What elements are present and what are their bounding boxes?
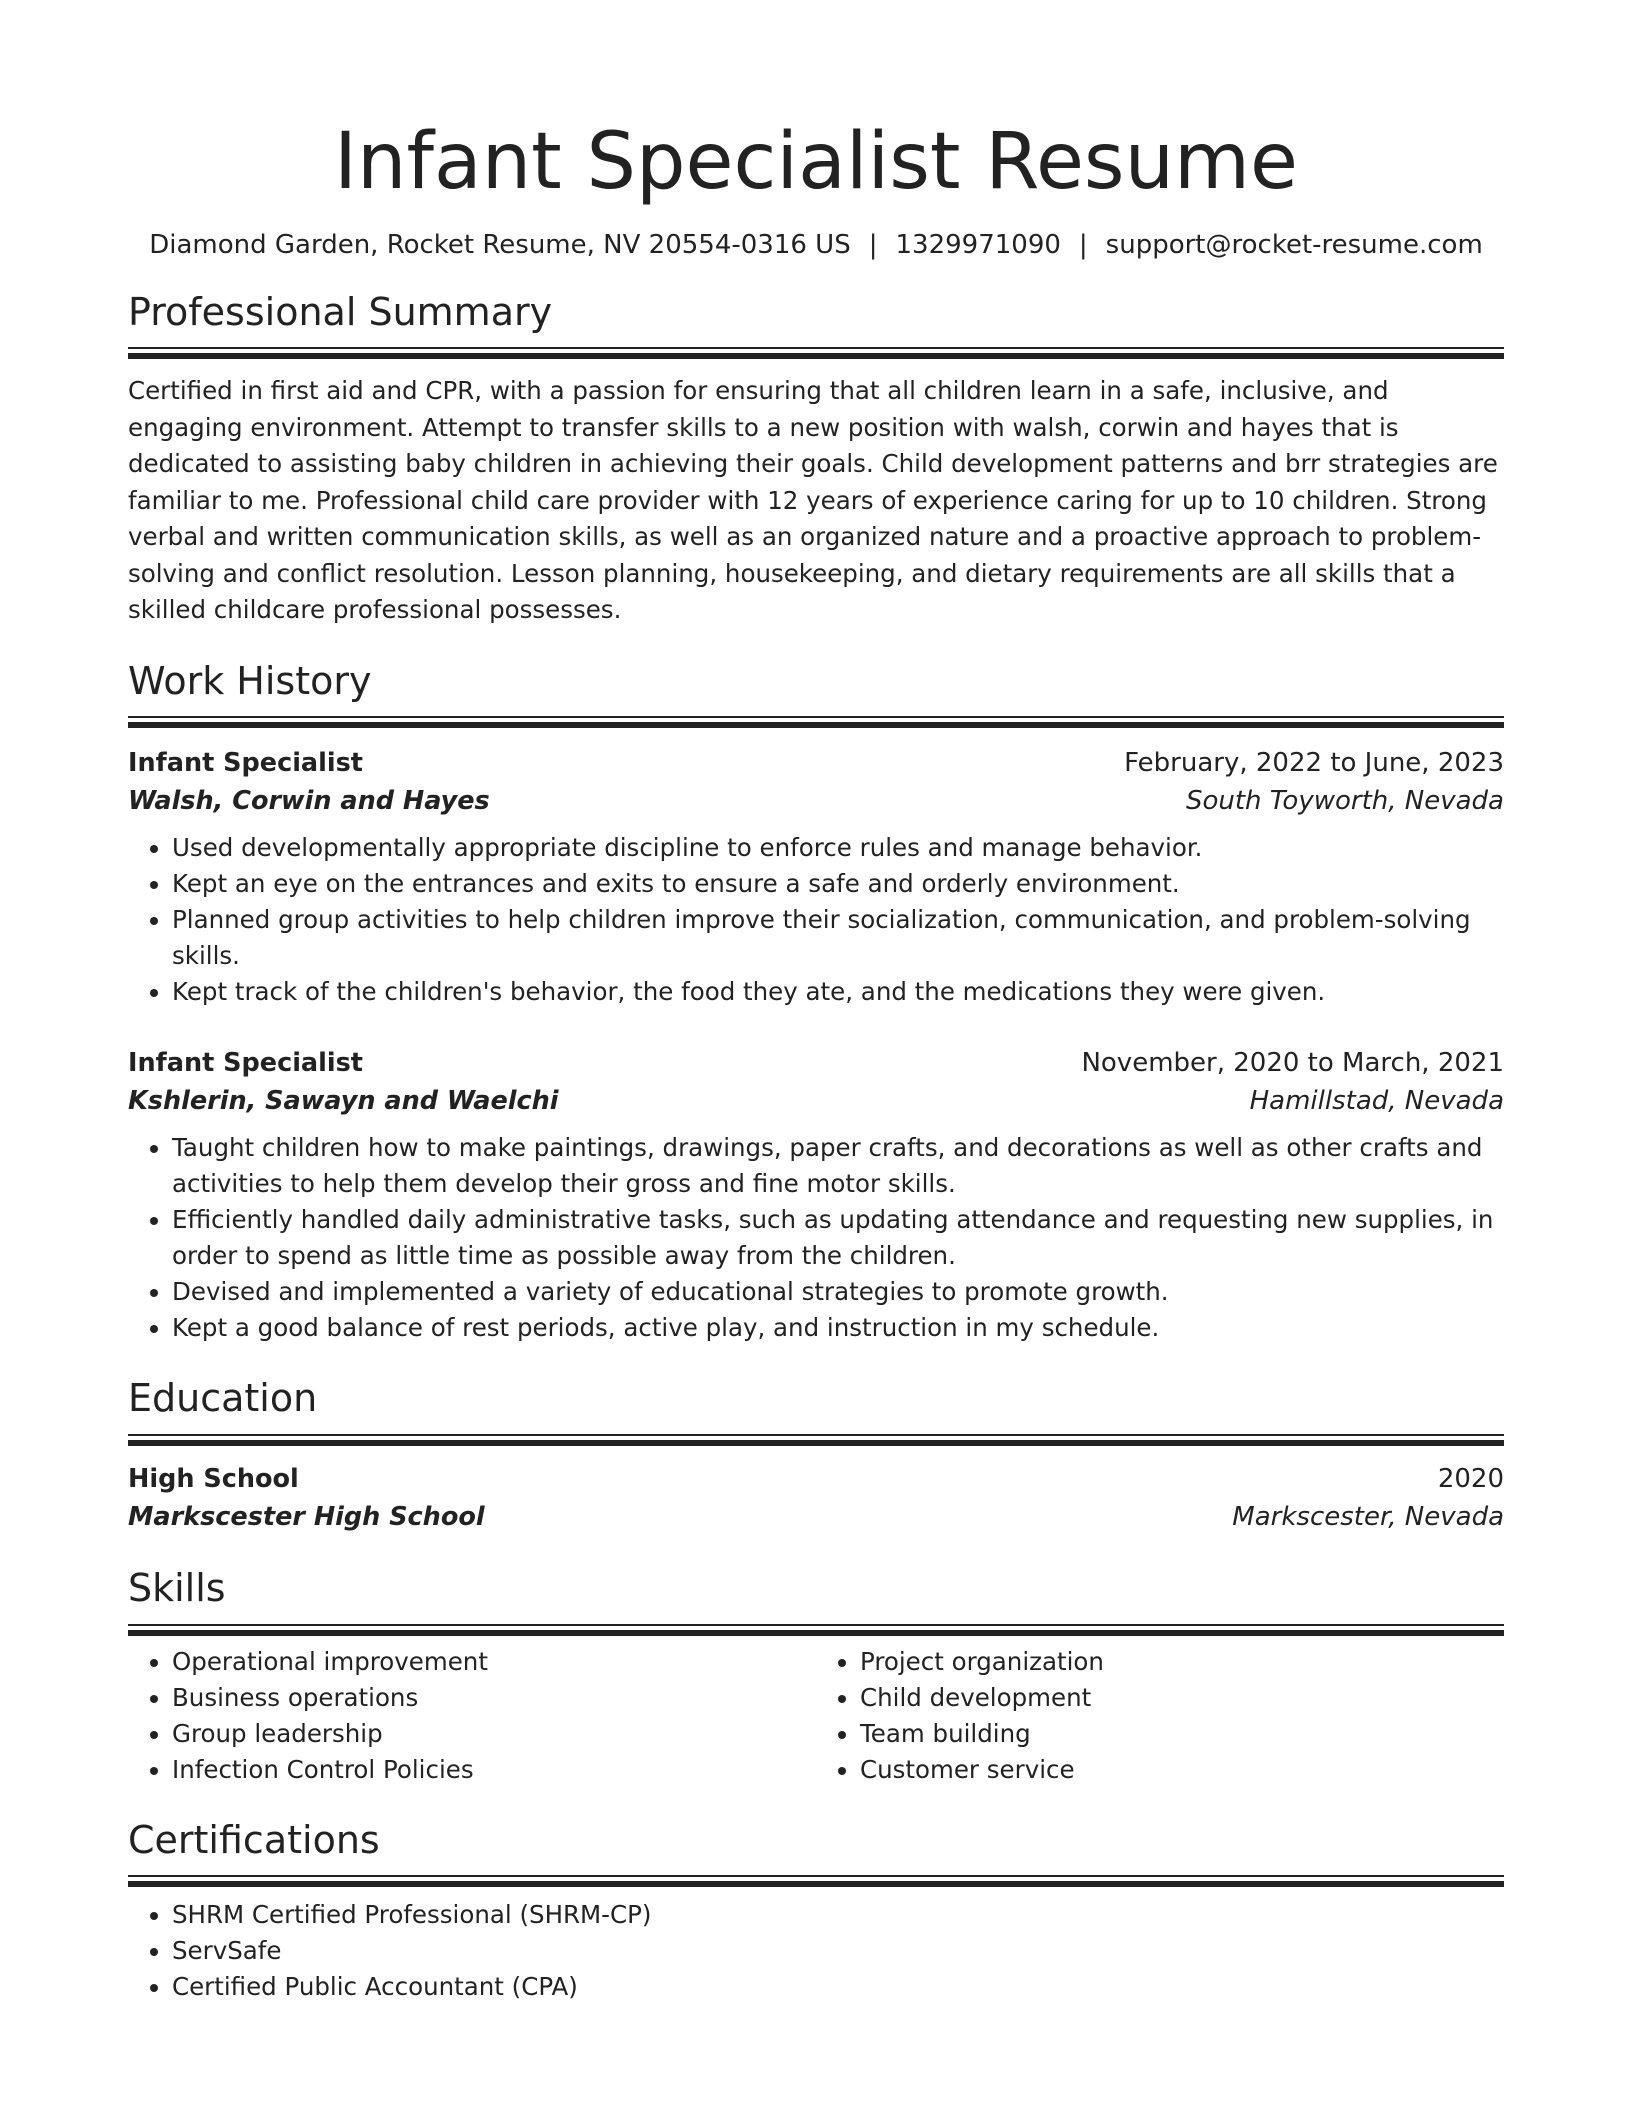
job-title: Infant Specialist: [128, 748, 363, 779]
section-divider: [128, 716, 1504, 728]
education-heading: Education: [128, 1376, 318, 1421]
certifications-heading: Certifications: [128, 1817, 380, 1862]
certifications-section: [128, 1818, 1504, 2006]
section-divider: [128, 1434, 1504, 1446]
skill-item: • Operational improvement: [172, 1644, 816, 1680]
contact-separator: |: [1078, 229, 1088, 260]
education-school: Markscester High School: [128, 1502, 485, 1533]
section-divider: [128, 347, 1504, 359]
certification-item: • Certified Public Accountant (CPA): [172, 1969, 1504, 2005]
job-company: Walsh, Corwin and Hayes: [128, 786, 490, 817]
section-divider: [128, 1875, 1504, 1887]
job-company: Kshlerin, Sawayn and Waelchi: [128, 1086, 559, 1117]
contact-line: [128, 230, 1504, 260]
skills-column-left: [128, 1644, 816, 1788]
skill-item: • Team building: [860, 1716, 1504, 1752]
job-duty-item: • Used developmentally appropriate discipline to enforce rules and manage behavior.: [172, 830, 1504, 866]
education-year: 2020: [1437, 1464, 1504, 1495]
certifications-list: [128, 1897, 1504, 2005]
contact-address: Diamond Garden, Rocket Resume, NV 20554-0316 US: [149, 229, 851, 260]
contact-phone: 1329971090: [895, 229, 1061, 260]
skill-item: • Business operations: [172, 1680, 816, 1716]
job-dates: February, 2022 to June, 2023: [1124, 748, 1504, 779]
job-header-row: [128, 1044, 1504, 1082]
job-title: Infant Specialist: [128, 1048, 363, 1079]
skills-list: [128, 1644, 816, 1788]
skills-grid: [128, 1644, 1504, 1788]
skill-item: • Infection Control Policies: [172, 1752, 816, 1788]
job-dates: November, 2020 to March, 2021: [1081, 1048, 1504, 1079]
job-company-row: [128, 782, 1504, 820]
education-section: [128, 1376, 1504, 1536]
summary-text: Certified in first aid and CPR, with a passion for ensuring that all children learn in a safe, inclusive, and engaging environment. Attempt to transfer skills to a new position with walsh, corwin and hayes that is dedicated to assisting baby children in achieving their goals. Child development patterns and brr strategies are familiar to me. Professional child care provider with 12 years of experience caring for up to 10 children. Strong verbal and written communication skills, as well as an organized nature and a proactive approach to problem-solving and conflict resolution. Lesson planning, housekeeping, and dietary requirements are all skills that a skilled childcare professional possesses.: [128, 376, 1498, 625]
job-location: South Toyworth, Nevada: [1185, 786, 1504, 817]
education-degree: High School: [128, 1464, 299, 1495]
skill-item: • Group leadership: [172, 1716, 816, 1752]
skills-list: [816, 1644, 1504, 1788]
job-company-row: [128, 1082, 1504, 1120]
job-duty-item: • Devised and implemented a variety of educational strategies to promote growth.: [172, 1274, 1504, 1310]
skill-item: • Child development: [860, 1680, 1504, 1716]
job-duty-item: • Taught children how to make paintings, drawings, paper crafts, and decorations as well as other crafts and activities to help them develop their gross and fine motor skills.: [172, 1130, 1504, 1202]
skill-item: • Project organization: [860, 1644, 1504, 1680]
contact-email: support@rocket-resume.com: [1105, 229, 1483, 260]
skills-column-right: [816, 1644, 1504, 1788]
job-location: Hamillstad, Nevada: [1249, 1086, 1504, 1117]
education-entry: [128, 1460, 1504, 1536]
job-duty-item: • Efficiently handled daily administrative tasks, such as updating attendance and requesting new supplies, in order to spend as little time as possible away from the children.: [172, 1202, 1504, 1274]
summary-heading: Professional Summary: [128, 289, 553, 334]
job-duty-item: • Planned group activities to help children improve their socialization, communication, and problem-solving skills.: [172, 902, 1504, 974]
contact-separator: |: [868, 229, 878, 260]
job-duty-item: • Kept track of the children's behavior, the food they ate, and the medications they were given.: [172, 974, 1504, 1010]
job-header-row: [128, 744, 1504, 782]
job-entry: [128, 1044, 1504, 1346]
job-duty-item: • Kept a good balance of rest periods, active play, and instruction in my schedule.: [172, 1310, 1504, 1346]
job-duties-list: [128, 830, 1504, 1010]
certification-item: • ServSafe: [172, 1933, 1504, 1969]
job-duty-item: • Kept an eye on the entrances and exits to ensure a safe and orderly environment.: [172, 866, 1504, 902]
work-history-heading: Work History: [128, 658, 372, 703]
job-duties-list: [128, 1130, 1504, 1346]
summary-section: [128, 290, 1504, 629]
resume-title: Infant Specialist Resume: [334, 117, 1298, 207]
education-location: Markscester, Nevada: [1232, 1502, 1504, 1533]
section-divider: [128, 1624, 1504, 1636]
work-history-section: [128, 659, 1504, 1347]
job-entry: [128, 744, 1504, 1010]
skills-heading: Skills: [128, 1566, 226, 1611]
education-school-row: [128, 1498, 1504, 1536]
skills-section: [128, 1566, 1504, 1788]
skill-item: • Customer service: [860, 1752, 1504, 1788]
certification-item: • SHRM Certified Professional (SHRM-CP): [172, 1897, 1504, 1933]
education-header-row: [128, 1460, 1504, 1498]
